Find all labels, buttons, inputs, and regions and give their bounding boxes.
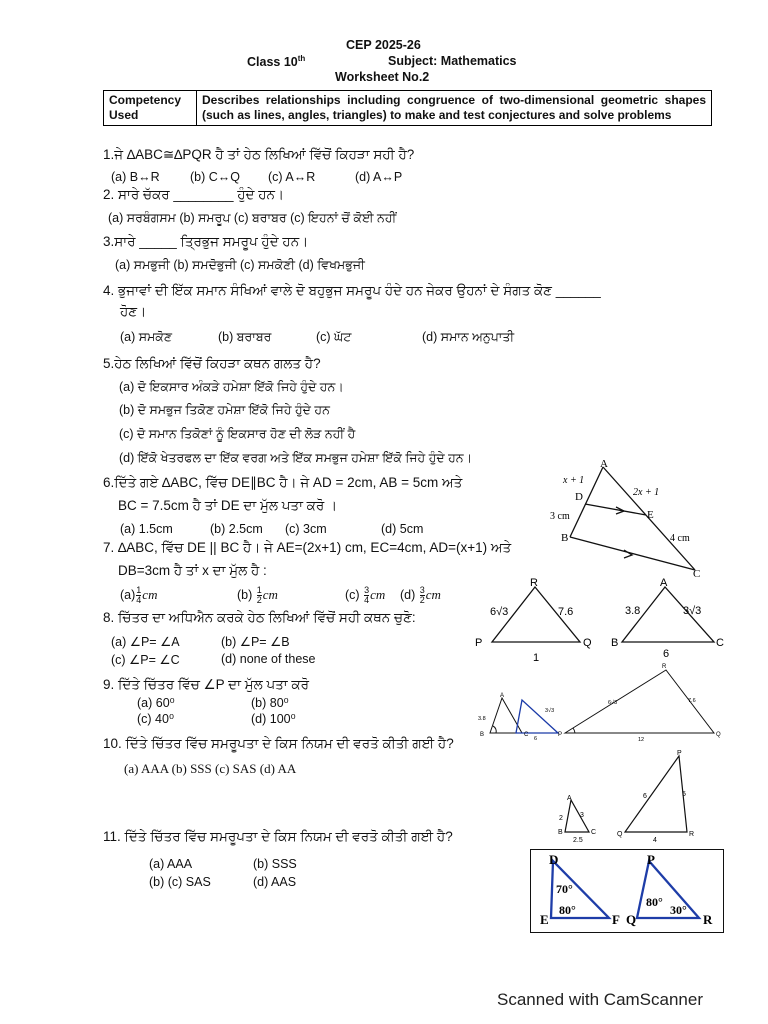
q7-c-num: 3: [364, 585, 370, 595]
figure-q8-triangles: [470, 575, 730, 667]
q7-c-unit: cm: [370, 586, 386, 602]
q8-option-c: (c) ∠P= ∠C: [111, 653, 180, 667]
q4-text-line2: ਹੋਣ।: [120, 304, 147, 319]
fig10-A: A: [567, 795, 572, 802]
fig11-e-angle: 80°: [559, 903, 576, 917]
fig8-label-ba: 3.8: [625, 605, 641, 617]
figure-q11-triangles: [531, 850, 723, 932]
fig10-B: B: [558, 829, 563, 836]
q7-b-label: (b): [237, 587, 253, 602]
q5-option-c: (c) ਦੋ ਸਮਾਨ ਤਿਕੋਣਾਂ ਨੂੰ ਇਕਸਾਰ ਹੋਣ ਦੀ ਲੋੜ ਨਹੀਂ ਹੈ: [119, 427, 356, 441]
q7-a-den: 4: [136, 595, 142, 605]
fig11-D: D: [549, 852, 559, 867]
q1-option-a: (a) B↔R: [111, 170, 160, 184]
fig10-Q: Q: [617, 831, 623, 838]
fig10-P: P: [677, 750, 682, 757]
fig11-r-angle: 30°: [670, 903, 687, 917]
q7-b-fraction: [257, 586, 262, 605]
fig11-R: R: [703, 912, 713, 927]
q9-option-b: (b) 80⁰: [251, 696, 289, 710]
q7-c-label: (c): [345, 587, 360, 602]
fig6-label-ad: x + 1: [563, 475, 585, 486]
q7-option-a: [120, 586, 157, 605]
fig8-label-ac: 3√3: [683, 605, 702, 617]
q1-option-c: (c) A↔R: [268, 170, 316, 184]
q6-option-d: (d) 5cm: [381, 522, 424, 536]
fig8-label-rq: 7.6: [558, 606, 574, 618]
fig9-B-small: B: [480, 732, 485, 738]
q5-text: 5.ਹੇਠ ਲਿਖਿਆਂ ਵਿੱਚੋਂ ਕਿਹੜਾ ਕਥਨ ਗਲਤ ਹੈ?: [103, 356, 321, 371]
fig10-label-pq: 6: [643, 793, 647, 800]
q9-option-d: (d) 100⁰: [251, 712, 296, 726]
q5-option-b: (b) ਦੋ ਸਮਭੁਜ ਤਿਕੋਣ ਹਮੇਸ਼ਾ ਇੱਕੋ ਜਿਹੇ ਹੁੰਦੇ ਹਨ: [119, 403, 330, 417]
camscanner-watermark: Scanned with CamScanner: [497, 990, 704, 1009]
q3-options: (a) ਸਮਭੁਜੀ (b) ਸਮਦੋਭੁਜੀ (c) ਸਮਕੋਣੀ (d) ਵਿਖਮਭੁਜੀ: [115, 258, 365, 272]
fig8-B: B: [611, 637, 619, 649]
q4-option-d: (d) ਸਮਾਨ ਅਨੁਪਾਤੀ: [422, 330, 515, 344]
q6-option-c: (c) 3cm: [285, 522, 327, 536]
q4-option-a: (a) ਸਮਕੋਣ: [120, 330, 172, 344]
q9-option-c: (c) 40⁰: [137, 712, 174, 726]
class-sup: th: [297, 54, 306, 63]
figure-q11-box: [530, 849, 724, 933]
q7-d-den: 2: [419, 595, 425, 605]
q7-d-label: (d): [400, 587, 416, 602]
q2-options: (a) ਸਰਬੰਗਸਮ (b) ਸਮਰੂਪ (c) ਬਰਾਬਰ (c) ਇਹਨਾਂ ਚੋਂ ਕੋਈ ਨਹੀਂ: [108, 211, 397, 225]
q11-option-d: (d) AAS: [253, 875, 297, 889]
figure-q9-triangles: [470, 660, 725, 742]
fig11-F: F: [612, 912, 620, 927]
fig10-label-bc: 2.5: [573, 837, 583, 844]
fig6-B: B: [561, 532, 569, 544]
fig8-C: C: [716, 637, 724, 649]
fig8-Q: Q: [583, 637, 592, 649]
q4-option-b: (b) ਬਰਾਬਰ: [218, 330, 272, 344]
q7-text-line1: 7. ∆ABC, ਵਿੱਚ DE || BC ਹੈ। ਜੇ AE=(2x+1) cm, EC=4cm, AD=(x+1) ਅਤੇ: [103, 540, 512, 555]
fig9-A-small: A: [500, 693, 505, 699]
q7-d-unit: cm: [425, 586, 441, 602]
q1-option-d: (d) A↔P: [355, 170, 403, 184]
q1-text: 1.ਜੇ ∆ABC≅∆PQR ਹੈ ਤਾਂ ਹੇਠ ਲਿਖਿਆਂ ਵਿੱਚੋਂ ਕਿਹੜਾ ਸਹੀ ਹੈ?: [103, 147, 415, 162]
q9-text: 9. ਦਿੱਤੇ ਚਿੱਤਰ ਵਿੱਚ ∠P ਦਾ ਮੁੱਲ ਪਤਾ ਕਰੋ: [103, 677, 309, 692]
fig6-label-db: 3 cm: [550, 511, 570, 522]
q8-option-d: (d) none of these: [221, 652, 316, 666]
q6-text-line1: 6.ਦਿੱਤੇ ਗਏ ∆ABC, ਵਿੱਚ DE∥BC ਹੈ। ਜੇ AD = 2cm, AB = 5cm ਅਤੇ: [103, 475, 463, 490]
fig6-label-ae: 2x + 1: [633, 487, 660, 498]
q11-text: 11. ਦਿੱਤੇ ਚਿੱਤਰ ਵਿੱਚ ਸਮਰੂਪਤਾ ਦੇ ਕਿਸ ਨਿਯਮ ਦੀ ਵਰਤੋ ਕੀਤੀ ਗਈ ਹੈ?: [103, 829, 453, 844]
q11-option-b: (b) SSS: [253, 857, 297, 871]
q8-option-b: (b) ∠P= ∠B: [221, 635, 290, 649]
fig9-R: R: [662, 664, 667, 670]
q7-d-num: 3: [419, 585, 425, 595]
q8-text: 8. ਚਿੱਤਰ ਦਾ ਅਧਿਐਨ ਕਰਕੇ ਹੇਠ ਲਿਖਿਆਂ ਵਿੱਚੋਂ ਸਹੀ ਕਥਨ ਚੁਣੋ:: [103, 610, 416, 625]
fig6-D: D: [575, 491, 583, 503]
fig6-A: A: [600, 458, 608, 470]
fig11-P: P: [647, 852, 655, 867]
fig10-C: C: [591, 829, 597, 836]
q4-option-c: (c) ਘੱਟ: [316, 330, 352, 344]
q6-option-a: (a) 1.5cm: [120, 522, 173, 536]
q9-option-a: (a) 60⁰: [137, 696, 175, 710]
fig9-C-small: C: [524, 732, 529, 738]
fig9-s3: 6: [534, 736, 538, 742]
fig8-A: A: [660, 577, 668, 589]
q11-option-c: (b) (c) SAS: [149, 875, 211, 889]
competency-label: Competency Used: [104, 91, 197, 126]
fig11-E: E: [540, 912, 549, 927]
fig9-label-pr: 6√3: [608, 700, 618, 706]
q7-option-b: [237, 586, 278, 605]
fig11-q-angle: 80°: [646, 895, 663, 909]
header-class: [247, 54, 305, 69]
q10-options: (a) AAA (b) SSS (c) SAS (d) AA: [124, 761, 297, 776]
fig8-label-pr: 6√3: [490, 606, 509, 618]
q11-option-a: (a) AAA: [149, 857, 193, 871]
fig8-label-bc: 6: [663, 648, 670, 660]
fig9-s1: 3.8: [478, 716, 486, 722]
q6-text-line2: BC = 7.5cm ਹੈ ਤਾਂ DE ਦਾ ਮੁੱਲ ਪਤਾ ਕਰੋ ।: [118, 498, 338, 513]
q7-c-den: 4: [364, 595, 370, 605]
fig6-C: C: [693, 568, 701, 580]
q7-a-num: 1: [136, 585, 142, 595]
figure-q10-triangles: [555, 750, 700, 845]
q5-option-a: (a) ਦੋ ਇਕਸਾਰ ਅੰਕੜੇ ਹਮੇਸ਼ਾ ਇੱਕੋ ਜਿਹੇ ਹੁੰਦੇ ਹਨ।: [119, 380, 344, 394]
q7-c-fraction: [364, 586, 369, 605]
fig9-s2: 3√3: [545, 708, 555, 714]
q2-text: 2. ਸਾਰੇ ਚੱਕਰ ________ ਹੁੰਦੇ ਹਨ।: [103, 187, 285, 202]
fig9-label-rq: 7.6: [688, 698, 696, 704]
q7-a-unit: cm: [142, 586, 158, 602]
q6-option-b: (b) 2.5cm: [210, 522, 263, 536]
class-label: Class 10: [247, 55, 298, 70]
fig10-label-qr: 4: [653, 837, 657, 844]
fig11-d-angle: 70°: [556, 882, 573, 896]
q7-option-d: [400, 586, 441, 605]
q8-option-a: (a) ∠P= ∠A: [111, 635, 180, 649]
q7-b-num: 1: [256, 585, 262, 595]
q7-a-label: (a): [120, 587, 136, 602]
q7-b-den: 2: [256, 595, 262, 605]
q7-option-c: [345, 586, 385, 605]
fig10-label-ab: 2: [559, 815, 563, 822]
fig8-P: P: [475, 637, 483, 649]
q5-option-d: (d) ਇੱਕੋ ਖੇਤਰਫਲ ਦਾ ਇੱਕ ਵਰਗ ਅਤੇ ਇੱਕ ਸਮਭੁਜ ਹਮੇਸ਼ਾ ਇੱਕੋ ਜਿਹੇ ਹੁੰਦੇ ਹਨ।: [119, 451, 473, 465]
fig8-R: R: [530, 577, 538, 589]
figure-q6-triangle: [530, 455, 720, 580]
fig10-R: R: [689, 831, 695, 838]
q7-a-fraction: [136, 586, 141, 605]
competency-table: [103, 90, 712, 126]
fig10-label-pr: 5: [682, 791, 686, 798]
header-cep: CEP 2025-26: [346, 38, 421, 52]
competency-text: Describes relationships including congruence of two-dimensional geometric shapes (such as lines, angles, triangles) to make and test conjectures and solve problems: [197, 91, 712, 126]
q3-text: 3.ਸਾਰੇ _____ ਤ੍ਰਿਭੁਜ ਸਮਰੂਪ ਹੁੰਦੇ ਹਨ।: [103, 234, 309, 249]
fig6-E: E: [647, 509, 654, 521]
fig8-label-pq: 1: [533, 652, 540, 664]
q7-text-line2: DB=3cm ਹੈ ਤਾਂ x ਦਾ ਮੁੱਲ ਹੈ :: [118, 563, 267, 578]
fig9-Q: Q: [716, 732, 721, 738]
q7-b-unit: cm: [262, 586, 278, 602]
q1-option-b: (b) C↔Q: [190, 170, 240, 184]
header-worksheet: Worksheet No.2: [335, 70, 430, 84]
fig10-label-ac: 3: [580, 812, 584, 819]
header-subject: Subject: Mathematics: [388, 54, 517, 68]
q4-text-line1: 4. ਭੁਜਾਵਾਂ ਦੀ ਇੱਕ ਸਮਾਨ ਸੰਖਿਆਂ ਵਾਲੇ ਦੋ ਬਹੁਭੁਜ ਸਮਰੂਪ ਹੰਦੇ ਹਨ ਜੇਕਰ ਉਹਨਾਂ ਦੇ ਸੰਗਤ ਕੋਣ ______: [103, 283, 601, 298]
q7-d-fraction: [420, 586, 425, 605]
fig9-P: P: [558, 732, 563, 738]
fig9-label-pq: 12: [638, 737, 645, 742]
q10-text: 10. ਦਿੱਤੇ ਚਿੱਤਰ ਵਿੱਚ ਸਮਰੂਪਤਾ ਦੇ ਕਿਸ ਨਿਯਮ ਦੀ ਵਰਤੋ ਕੀਤੀ ਗਈ ਹੈ?: [103, 736, 454, 751]
fig6-label-ec: 4 cm: [670, 533, 690, 544]
fig11-Q: Q: [626, 912, 637, 927]
